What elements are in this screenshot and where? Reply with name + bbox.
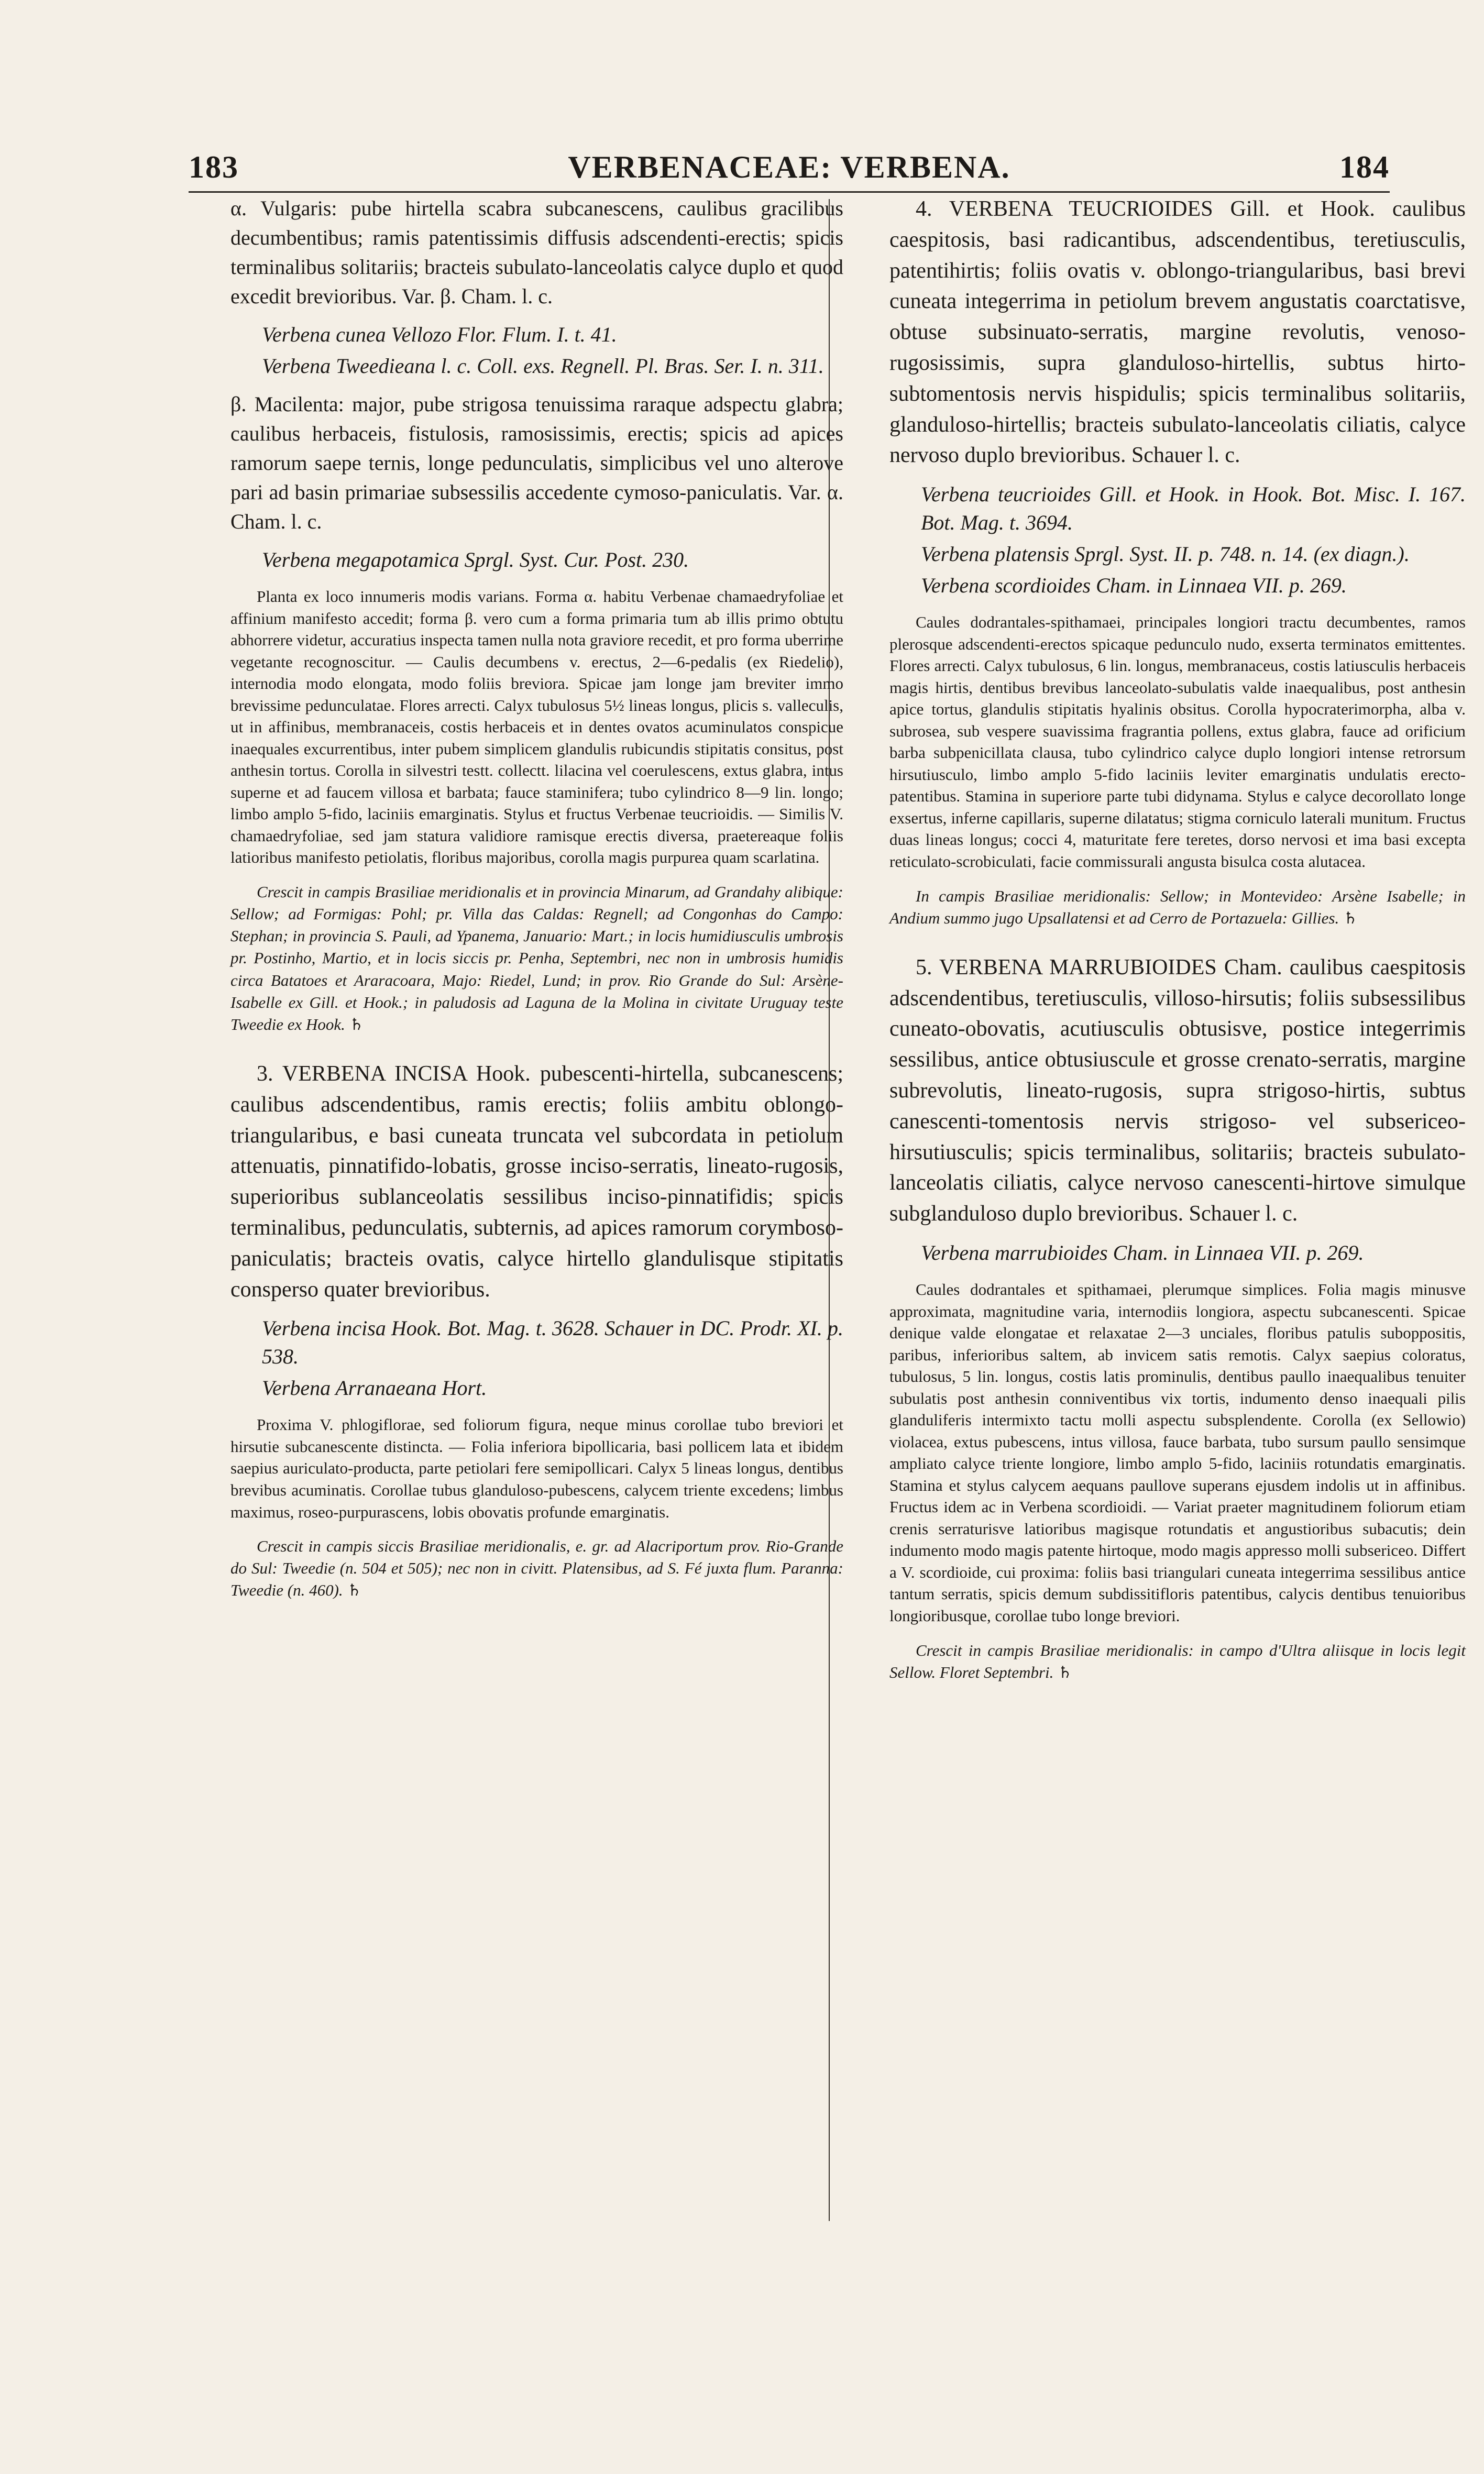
synonym: Verbena incisa Hook. Bot. Mag. t. 3628. Schauer in DC. Prodr. XI. p. 538.	[262, 1316, 843, 1369]
species-notes: Caules dodrantales et spithamaei, plerumque simplices. Folia magis minusve approximata, magnitudine varia, internodiis longiora, aspectu subcanescenti. Spicae denique valde elongatae et relaxatae 2—3 unciales, floribus patulis suboppositis, paribus, inferioribus saltem, ab invicem satis remotis. Calyx saepius coloratus, tubulosus, 5 lin. longus, costis latis prominulis, dentibus paullo inaequalibus tenuiter subulatis post anthesin conniventibus vix tortis, indumento denso inaequali pilis glanduliferis intermixto tactu molli aspectu subsplendente. Corolla (ex Sellowio) violacea, extus pubescens, intus villosa, fauce barbata, tubo sursum paullo sensimque ampliato calyce triente longiore, limbo amplo 5-fido, laciniis rotundatis emarginatis. Stamina et stylus calycem aequans paullove superans ejusdem indolis ut in affinibus. Fructus idem ac in Verbena scordioidi. — Variat praeter magnitudinem foliorum etiam crenis serraturisve latioribus magisque rotundatis et angustioribus subacutis; dein indumento modo magis patente hirtoque, modo magis appresso molli subsericeo. Differt a V. scordioide, cui proxima: foliis basi triangulari cuneata integerrima sessilibus antice tantum serratis, spicis demum subdissitifloris patentibus, calycis dentibus tenuioribus longioribusque, corollae tubo longe breviori.	[889, 1280, 1466, 1625]
species-notes: Proxima V. phlogiflorae, sed foliorum figura, neque minus corollae tubo breviori et hirsutie subcanescente distincta. — Folia inferiora bipollicaria, basi pollicem lata et ibidem saepius auriculato-producta, parte petiolari fere semipollicari. Calyx 5 lineas longus, dentibus brevibus acuminatis. Corollae tubus glanduloso-pubescens, calycem triente excedens; limbus maximus, roseo-purpurascens, lobis obovatis profunde emarginatis.	[230, 1415, 843, 1521]
variety-alpha-description: α. Vulgaris: pube hirtella scabra subcanescens, caulibus gracilibus decumbentibus; ramis patentissimis diffusis adscendenti-erectis; spicis terminalibus solitariis; bracteis subulato-lanceolatis calyce duplo et quod excedit brevioribus. Var. β. Cham. l. c.	[230, 196, 843, 308]
species-heading-verbena-incisa: 3. VERBENA INCISA Hook. pubescenti-hirtella, subcanescens; caulibus adscendentibus, ramis erectis; foliis ambitu oblongo-triangularibus, e basi cuneata truncata vel subcordata in petiolum attenuatis, pinnatifido-lobatis, grosse inciso-serratis, lineato-rugosis, superioribus sublanceolatis sessilibus inciso-pinnatifidis; spicis terminalibus, pedunculatis, subternis, ad apices ramorum corymboso-paniculatis; bracteis ovatis, calyce hirtello glandulisque stipitatis consperso quater brevioribus.	[230, 1062, 843, 1302]
page-number-left: 183	[189, 150, 239, 184]
right-column	[889, 194, 1466, 1696]
synonym: Verbena platensis Sprgl. Syst. II. p. 748. n. 14. (ex diagn.).	[921, 542, 1410, 566]
species-notes: Planta ex loco innumeris modis varians. Forma α. habitu Verbenae chamaedryfoliae et affinium manifesto accedit; forma β. vero cum a forma primaria tum ab illis primo obtutu abhorrere videtur, accuratius inspecta tamen nulla nota graviore recedit, et pro forma uberrime vegetante recognoscitur. — Caulis decumbens v. erectus, 2—6-pedalis (ex Riedelio), internodia modo elongata, modo foliis breviora. Spicae jam longe jam breviter immo brevissime pedunculatae. Flores arrecti. Calyx tubulosus 5½ lineas longus, plicis s. valleculis, ut in affinibus, membranaceis, costis herbaceis et in dentes ovatos acuminulatos conspicue inaequales excurrentibus, inter pubem simplicem glandulis rubicundis stipitatis consitus, post anthesin tortus. Corolla in silvestri testt. collectt. lilacina vel coerulescens, extus glabra, intus superne et ad faucem villosa et barbata; fauce staminifera; tubo cylindrico 8—9 lin. longo; limbo amplo 5-fido, laciniis emarginatis. Stylus et fructus Verbenae teucrioidis. — Similis V. chamaedryfoliae, sed jam statura validiore ramisque erectis diversa, praetereaque foliis latioribus manifesto petiolatis, floribus majoribus, corolla magis purpurea quam scarlatina.	[230, 587, 843, 867]
locality-paragraph: Crescit in campis Brasiliae meridionalis et in provincia Minarum, ad Grandahy alibique: Sellow; ad Formigas: Pohl; pr. Villa das Caldas: Regnell; ad Congonhas do Campo: Stephan; in provincia S. Pauli, ad Ypanema, Januario: Mart.; in locis humidiusculis umbrosis pr. Postinho, Martio, et in locis siccis pr. Penha, Septembri, nec non in umbrosis humidis circa Batatoes et Araracoara, Majo: Riedel, Lund; in prov. Rio Grande do Sul: Arsène-Isabelle ex Gill. et Hook.; in paludosis ad Laguna de la Molina in civitate Uruguay teste Tweedie ex Hook. ♄	[230, 882, 843, 1033]
page-number-right: 184	[1339, 150, 1390, 184]
left-column	[230, 194, 843, 1614]
synonym: Verbena marrubioides Cham. in Linnaea VII. p. 269.	[921, 1241, 1364, 1265]
species-notes: Caules dodrantales-spithamaei, principales longiori tractu decumbentes, ramos plerosque adscendenti-erectos spicaque pedunculo nudo, exserta terminatos emittentes. Flores arrecti. Calyx tubulosus, 6 lin. longus, membranaceus, costis latiusculis herbaceis magis hirtis, dentibus brevibus lanceolato-subulatis valde inaequalibus, post anthesin apice tortus, glandulis stipitatis hyalinis obsitus. Corolla hypocraterimorpha, alba v. subrosea, sub vespere suavissima fragrantia pollens, extus glabra, fauce ad orificium barba subpenicillata clausa, tubo cylindrico calyce duplo longiori intense retrorsum hirsutiusculo, limbo amplo 5-fido laciniis leviter emarginatis undulatis erecto-patentibus. Stamina in superiore parte tubi didynama. Stylus e calyce decorollato longe exsertus, inferne capillaris, superne dilatatus; stigma corniculo laterali munitum. Fructus duas lineas longus; cocci 4, maturitate fere teretes, dorso nervosi et ima basi excepta reticulato-scrobiculati, facie commissurali angusta bisulca costa alutacea.	[889, 613, 1466, 871]
locality-paragraph: Crescit in campis Brasiliae meridionalis: in campo d'Ultra aliisque in locis legit Sellow. Floret Septembri. ♄	[889, 1641, 1466, 1681]
species-heading-verbena-teucrioides: 4. VERBENA TEUCRIOIDES Gill. et Hook. caulibus caespitosis, basi radicantibus, adscendentibus, teretiusculis, patentihirtis; foliis ovatis v. oblongo-triangularibus, basi brevi cuneata integerrima in petiolum brevem angustatis coarctatisve, obtuse subsinuato-serratis, margine revolutis, venoso-rugosissimis, supra glanduloso-hirtellis, subtus hirto-subtomentosis nervis hispidulis; spicis terminalibus solitariis, glanduloso-hirtellis; bracteis subulato-lanceolatis ciliatis, calyce nervoso duplo brevioribus. Schauer l. c.	[889, 197, 1466, 468]
page-header	[189, 149, 1390, 193]
species-heading-verbena-marrubioides: 5. VERBENA MARRUBIOIDES Cham. caulibus caespitosis adscendentibus, teretiusculis, villoso-hirsutis; foliis subsessilibus cuneato-obovatis, acutiusculis obtusisve, postice integerrimis sessilibus, antice obtusiuscule et grosse crenato-serratis, margine subrevolutis, lineato-rugosis, supra strigoso-hirtis, subtus canescenti-tomentosis nervis strigoso- vel subsericeo-hirsutiusculis; spicis terminalibus, solitariis; bracteis subulato-lanceolatis ciliatis, calyce nervoso canescenti-hirtove simulque subglanduloso duplo brevioribus. Schauer l. c.	[889, 955, 1466, 1226]
running-title: VERBENACEAE: VERBENA.	[568, 150, 1010, 184]
synonym: Verbena cunea Vellozo Flor. Flum. I. t. 41.	[262, 323, 617, 346]
synonym: Verbena Arranaeana Hort.	[262, 1376, 487, 1400]
locality-paragraph: In campis Brasiliae meridionalis: Sellow; in Montevideo: Arsène Isabelle; in Andium summo jugo Upsallatensi et ad Cerro de Portazuela: Gillies. ♄	[889, 886, 1466, 927]
synonym: Verbena Tweedieana l. c. Coll. exs. Regnell. Pl. Bras. Ser. I. n. 311.	[262, 354, 824, 378]
synonym: Verbena megapotamica Sprgl. Syst. Cur. Post. 230.	[262, 548, 689, 571]
locality-paragraph: Crescit in campis siccis Brasiliae meridionalis, e. gr. ad Alacriportum prov. Rio-Grande do Sul: Tweedie (n. 504 et 505); nec non in civitt. Platensibus, ad S. Fé juxta flum. Paranna: Tweedie (n. 460). ♄	[230, 1537, 843, 1600]
variety-beta-description: β. Macilenta: major, pube strigosa tenuissima raraque adspectu glabra; caulibus herbaceis, fistulosis, ramosissimis, erectis; spicis ad apices ramorum saepe ternis, longe pedunculatis, simplicibus vel uno alterove pari ad basin primariae subsessilis accedente cymoso-paniculatis. Var. α. Cham. l. c.	[230, 392, 843, 533]
synonym: Verbena teucrioides Gill. et Hook. in Hook. Bot. Misc. I. 167. Bot. Mag. t. 3694.	[921, 482, 1466, 535]
synonym: Verbena scordioides Cham. in Linnaea VII. p. 269.	[921, 574, 1347, 598]
